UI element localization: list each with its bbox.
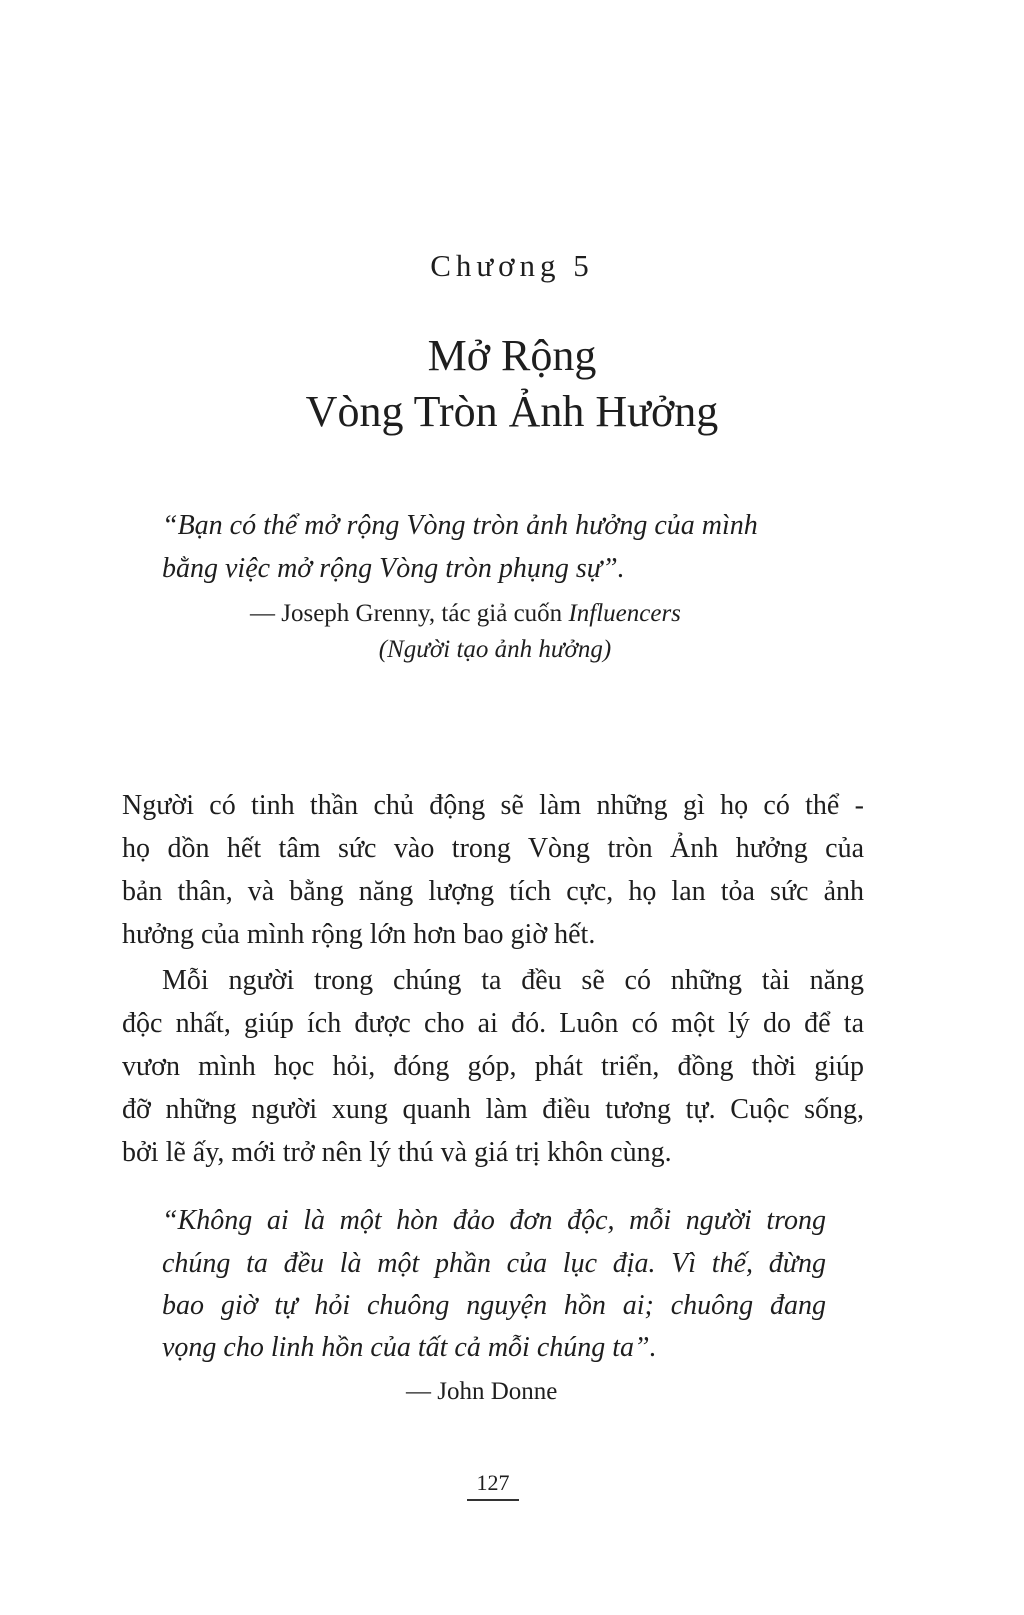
paragraph-1-line: bản thân, và bằng năng lượng tích cực, họ lan tỏa sức ảnh [122,876,864,907]
quote-line: “Không ai là một hòn đảo đơn độc, mỗi người trong [162,1205,826,1236]
chapter-label: Chương 5 [430,248,594,283]
page-number: 127 [467,1470,519,1501]
quote-line: chúng ta đều là một phần của lục địa. Vì thế, đừng [162,1248,826,1279]
paragraph-2-line: độc nhất, giúp ích được cho ai đó. Luôn có một lý do để ta [122,1008,864,1039]
epigraph-line-1: “Bạn có thể mở rộng Vòng tròn ảnh hưởng của mình [162,510,758,541]
paragraph-1-line: hưởng của mình rộng lớn hơn bao giờ hết. [122,919,596,950]
paragraph-1-line: Người có tinh thần chủ động sẽ làm những gì họ có thể - [122,790,864,821]
chapter-title-line-1: Mở Rộng [427,331,597,380]
epigraph-attribution [250,600,681,628]
attribution-book: Influencers [568,600,681,627]
paragraph-1-line: họ dồn hết tâm sức vào trong Vòng tròn Ảnh hưởng của [122,833,864,864]
paragraph-2-line: bởi lẽ ấy, mới trở nên lý thú và giá trị khôn cùng. [122,1137,672,1168]
attribution-author: — Joseph Grenny, tác giả cuốn [250,600,569,627]
quote-attribution: — John Donne [406,1378,558,1405]
paragraph-2-line: Mỗi người trong chúng ta đều sẽ có những tài năng [162,965,864,996]
paragraph-2-line: đỡ những người xung quanh làm điều tương tự. Cuộc sống, [122,1094,864,1125]
quote-line: bao giờ tự hỏi chuông nguyện hồn ai; chuông đang [162,1290,826,1321]
paragraph-2-line: vươn mình học hỏi, đóng góp, phát triển, đồng thời giúp [122,1051,864,1082]
attribution-translation: (Người tạo ảnh hưởng) [378,636,612,663]
epigraph-line-2: bằng việc mở rộng Vòng tròn phụng sự”. [162,553,625,584]
chapter-title-line-2: Vòng Tròn Ảnh Hưởng [305,387,719,436]
quote-line: vọng cho linh hồn của tất cả mỗi chúng ta”. [162,1332,657,1363]
